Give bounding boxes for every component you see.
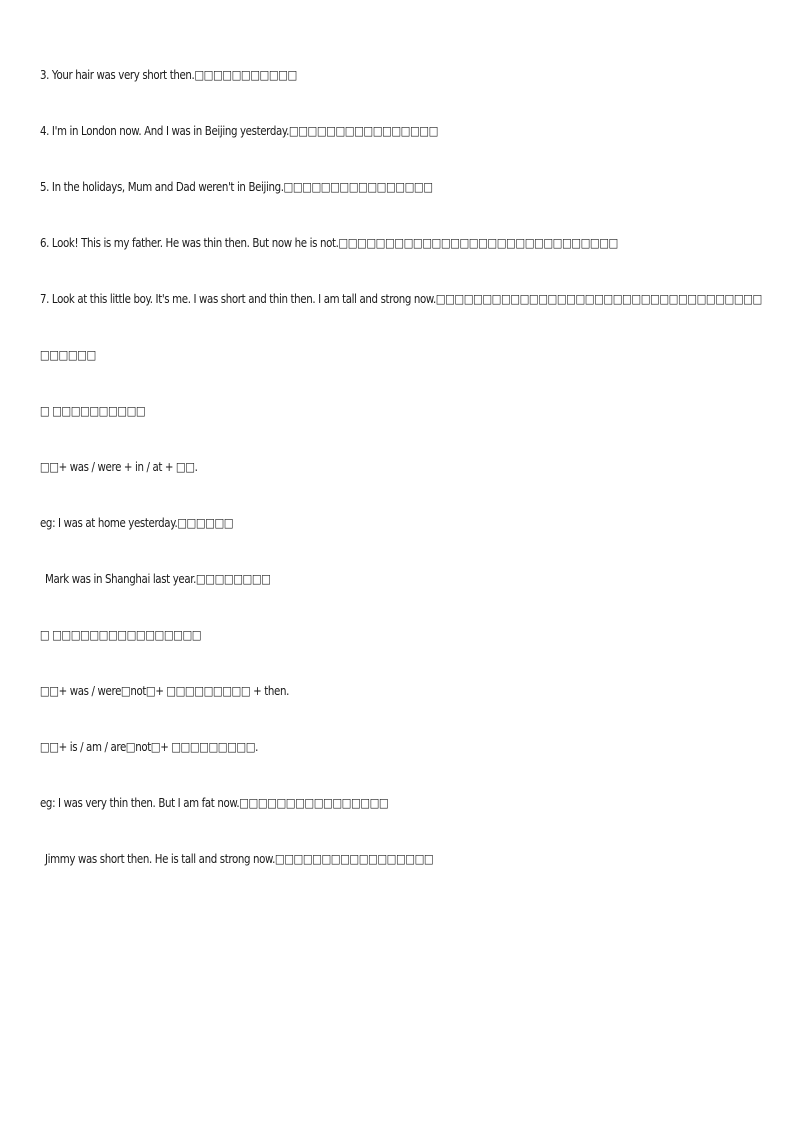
sentence-pattern: □□+ is / am / are□not□+ □□□□□□□□□.	[40, 739, 259, 754]
subheading: □ □□□□□□□□□□□□□□□□	[40, 627, 202, 642]
text-line: 3. Your hair was very short then.□□□□□□□□□□□	[40, 67, 297, 82]
text-line: 6. Look! This is my father. He was thin then. But now he is not.□□□□□□□□□□□□□□□□□□□□□□□□□□□□□□	[40, 235, 618, 250]
text-line: 5. In the holidays, Mum and Dad weren't in Beijing.□□□□□□□□□□□□□□□□	[40, 179, 433, 194]
example-line: eg: I was very thin then. But I am fat now.□□□□□□□□□□□□□□□□	[40, 795, 389, 810]
example-line: Mark was in Shanghai last year.□□□□□□□□	[45, 571, 271, 586]
sentence-pattern: □□+ was / were + in / at + □□.	[40, 459, 198, 474]
text-line: 7. Look at this little boy. It's me. I was short and thin then. I am tall and strong now.□□□□□□□□□□□□□□□□□□□□□□□□□□□□□□□□□□□	[40, 291, 762, 306]
sentence-pattern: □□+ was / were□not□+ □□□□□□□□□ + then.	[40, 683, 289, 698]
example-line: eg: I was at home yesterday.□□□□□□	[40, 515, 234, 530]
text-line: 4. I'm in London now. And I was in Beijing yesterday.□□□□□□□□□□□□□□□□	[40, 123, 439, 138]
example-line: Jimmy was short then. He is tall and strong now.□□□□□□□□□□□□□□□□□	[45, 851, 434, 866]
subheading: □ □□□□□□□□□□	[40, 403, 146, 418]
section-heading: □□□□□□	[40, 347, 96, 362]
